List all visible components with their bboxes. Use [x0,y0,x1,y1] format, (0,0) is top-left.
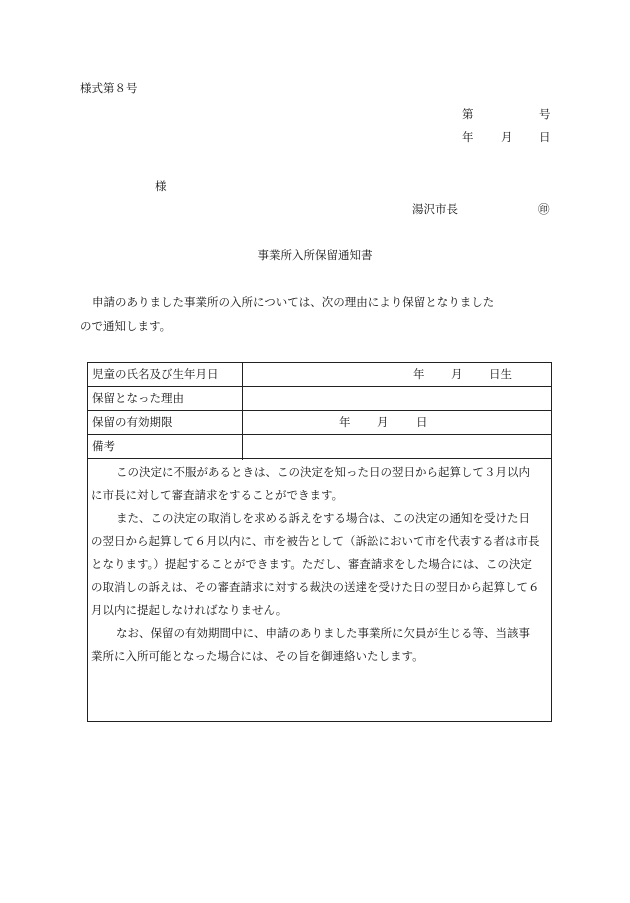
intro-line-1: 申請のありました事業所の入所については、次の理由により保留となりました [92,295,495,309]
table-row [88,435,551,459]
sender-name: 湯沢市長 [412,202,458,216]
document-number-suffix: 号 [539,107,551,121]
table-row [88,411,551,435]
intro-line-2: ので通知します。 [80,319,172,333]
expiry-day-label: 日 [416,415,428,429]
seal-mark: ㊞ [538,202,550,216]
notice-paragraph: なお、保留の有効期間中に、申請のありました事業所に欠員が生じる等、当該事業所に入所可能となった場合には、その旨を御連絡いたします。 [91,626,530,663]
recipient-suffix: 様 [155,179,167,193]
birth-month-label: 月 [451,367,463,381]
document-title: 事業所入所保留通知書 [257,248,373,262]
expiry-month-label: 月 [377,415,389,429]
table-row-label: 保留となった理由 [92,391,184,405]
birth-year-label: 年 [413,367,425,381]
date-day-label: 日 [539,130,551,144]
date-year-label: 年 [462,130,474,144]
table-row-label: 児童の氏名及び生年月日 [92,367,219,381]
table-row [88,387,551,411]
document-number-prefix: 第 [462,107,474,121]
birth-day-label: 日生 [489,367,512,381]
info-table [87,362,552,722]
notice-text [88,461,551,668]
table-row-label: 保留の有効期限 [92,415,173,429]
expiry-year-label: 年 [339,415,351,429]
notice-paragraph: また、この決定の取消しを求める訴えをする場合は、この決定の通知を受けた日の翌日から起算して６月以内に、市を被告として（訴訟において市を代表する者は市長となります。）提起することができます。ただし、審査請求をした場合には、この決定の取消しの訴えは、その審査請求に対する裁決の送達を受けた日の翌日から起算して６月以内に提起しなければなりません。 [91,511,540,617]
table-row [88,363,551,387]
table-row-label: 備考 [92,439,115,453]
date-month-label: 月 [501,130,513,144]
form-number: 様式第８号 [80,81,138,95]
notice-paragraph: この決定に不服があるときは、この決定を知った日の翌日から起算して３月以内に市長に対して審査請求をすることができます。 [91,465,530,502]
intro-paragraph [80,290,560,338]
